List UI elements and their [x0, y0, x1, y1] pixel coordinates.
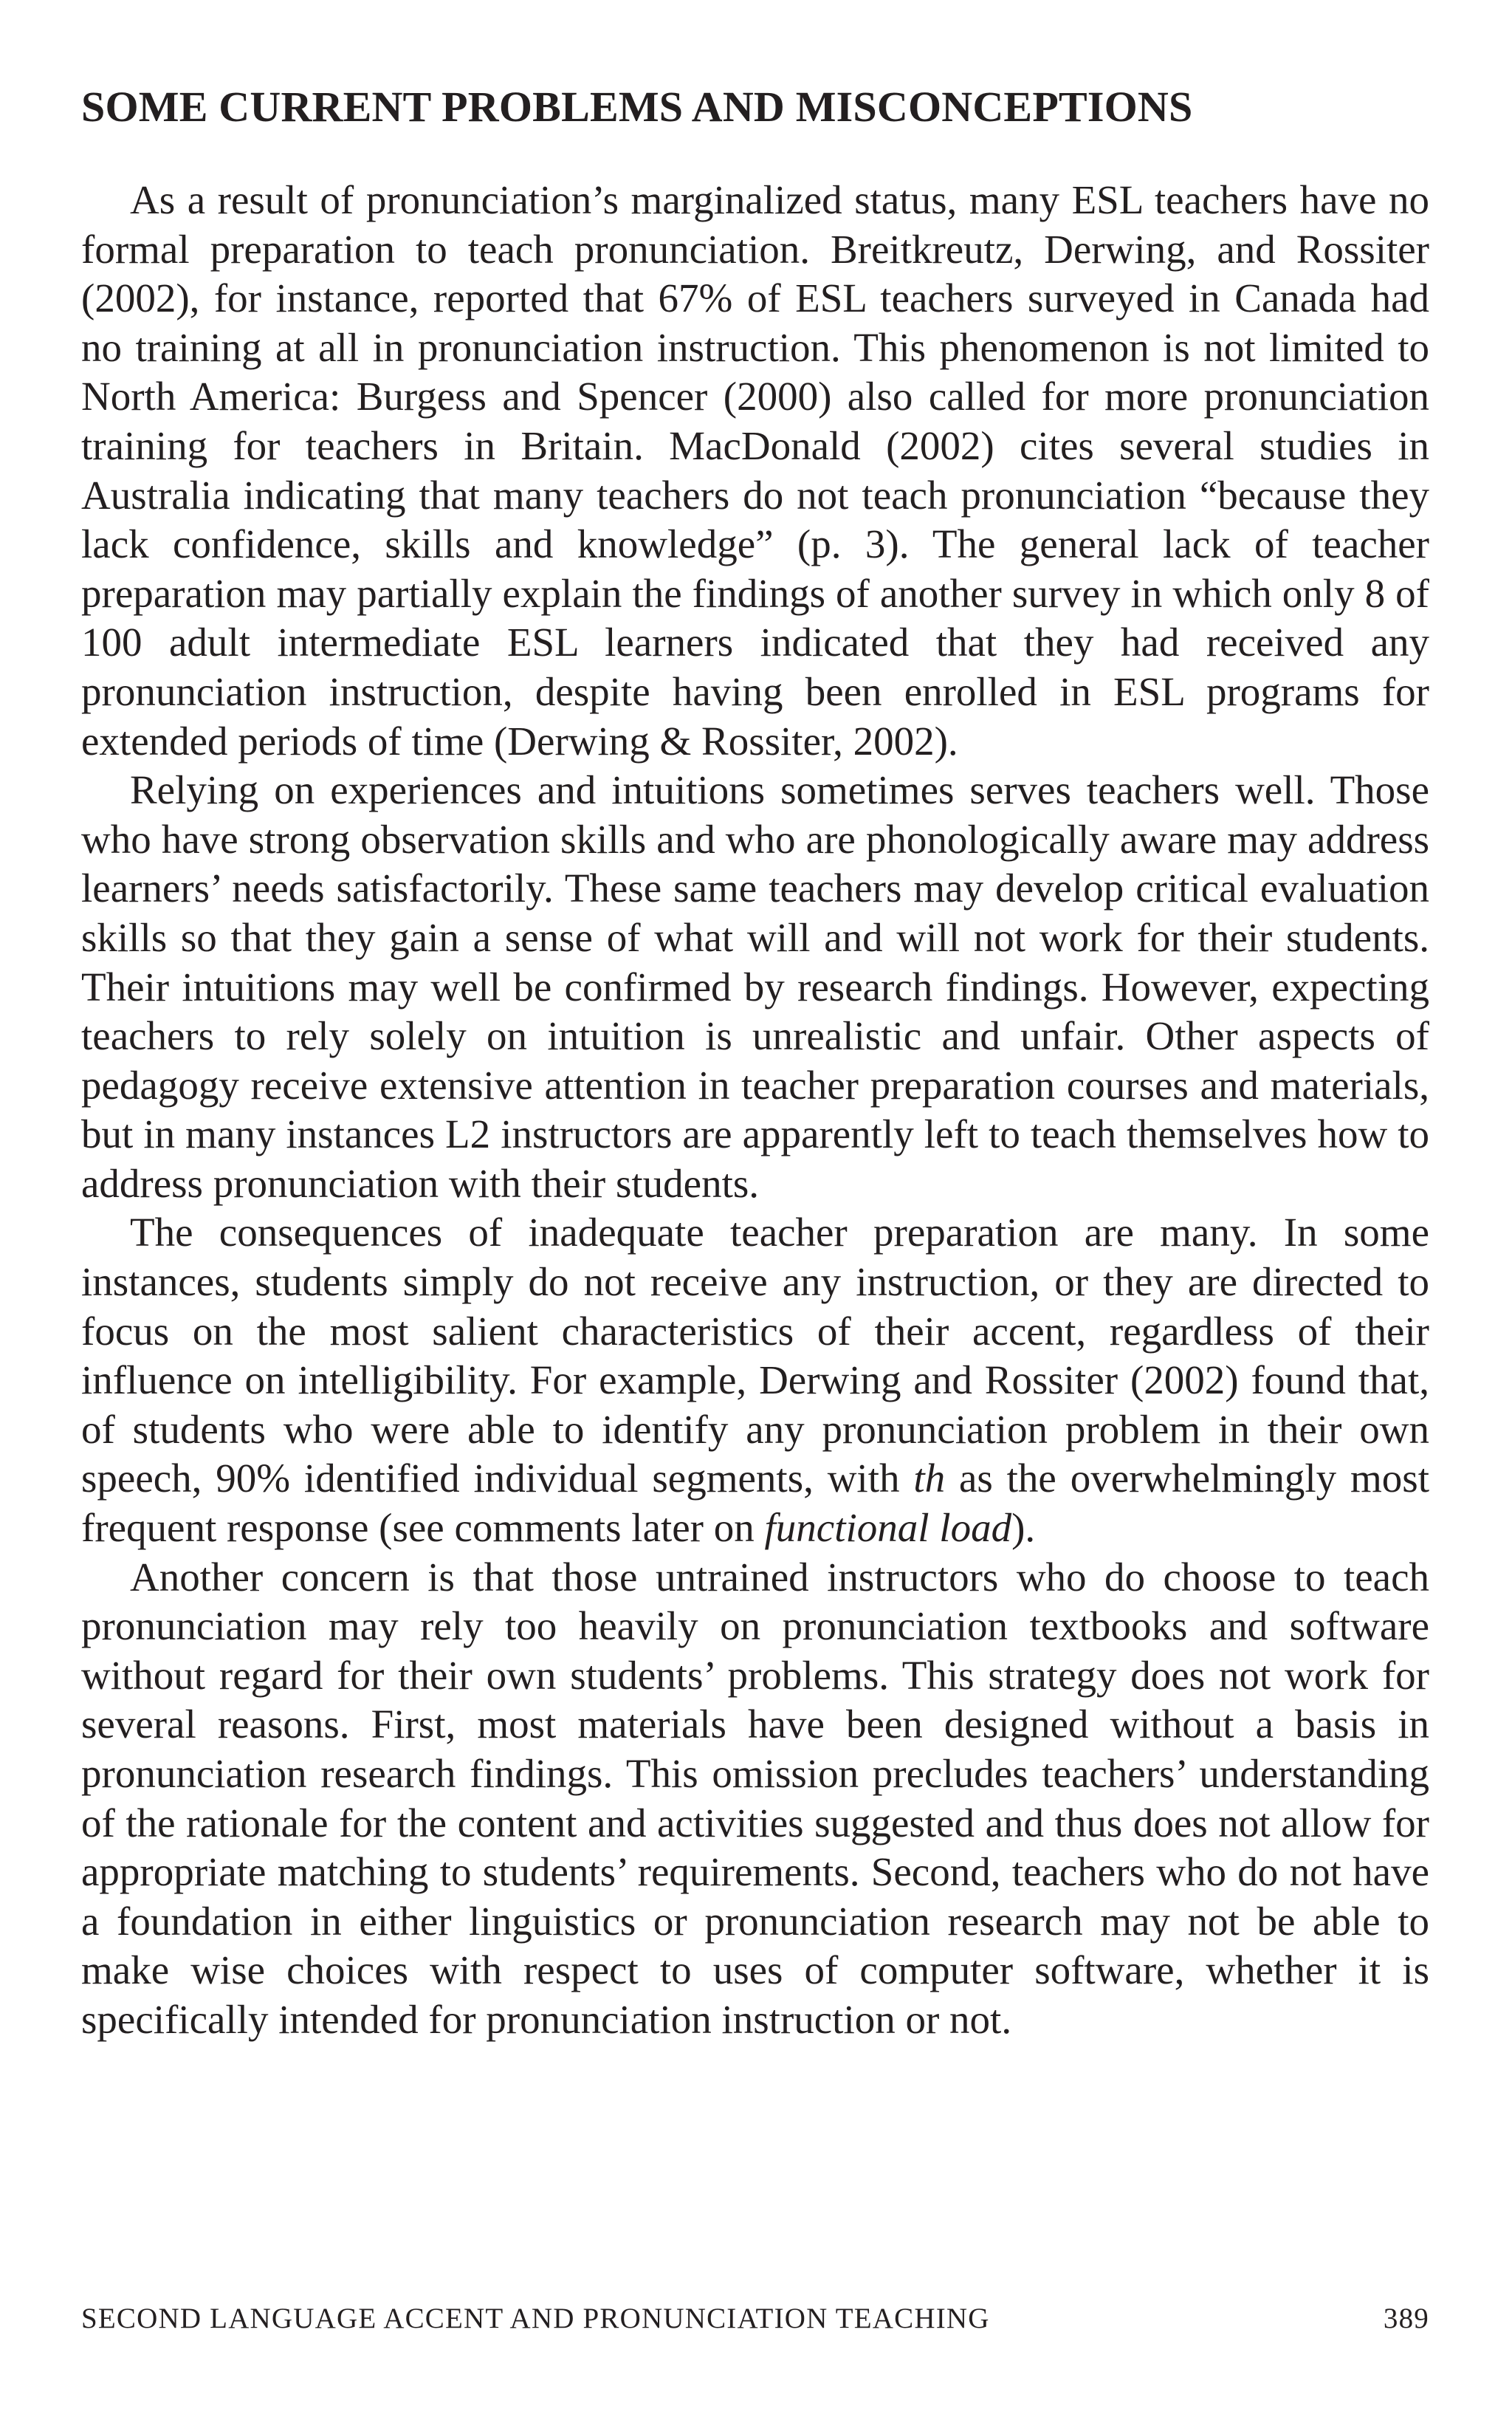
paragraph-4	[81, 1553, 1429, 2045]
paragraph-1	[81, 176, 1429, 766]
paragraph-1-text: As a result of pronunciation’s marginalized status, many ESL teachers have no formal preparation to teach pronunciation. Breitkreutz, Derwing, and Rossiter (2002), for instance, reported that 67% of ESL teachers surveyed in Canada had no training at all in pronunciation instruction. This phenomenon is not limited to North America: Burgess and Spencer (2000) also called for more pronunciation training for teachers in Britain. MacDonald (2002) cites several studies in Australia indicating that many teachers do not teach pronunciation “because they lack confidence, skills and knowledge” (p. 3). The general lack of teacher preparation may partially explain the findings of another survey in which only 8 of 100 adult intermediate ESL learners indicated that they had received any pronunciation instruction, despite having been enrolled in ESL programs for extended periods of time (Derwing & Rossiter, 2002).	[81, 177, 1429, 764]
document-page	[81, 0, 1429, 2420]
paragraph-3-text-a: The consequences of inadequate teacher preparation are many. In some instances, students simply do not receive any instruction, or they are directed to focus on the most salient characteristics of their accent, regardless of their influence on intelligibility. For example, Derwing and Rossiter (2002) found that, of students who were able to identify any pronunciation problem in their own speech, 90% identified individual segments, with	[81, 1210, 1429, 1501]
paragraph-3	[81, 1208, 1429, 1552]
paragraph-2-text: Relying on experiences and intuitions sometimes serves teachers well. Those who have strong observation skills and who are phonologically aware may address learners’ needs satisfactorily. These same teachers may develop critical evaluation skills so that they gain a sense of what will and will not work for their students. Their intuitions may well be confirmed by research findings. However, expecting teachers to rely solely on intuition is unrealistic and unfair. Other aspects of pedagogy receive extensive attention in teacher preparation courses and materials, but in many instances L2 instructors are apparently left to teach themselves how to address pronunciation with their students.	[81, 767, 1429, 1206]
paragraph-3-italic-th: th	[913, 1456, 946, 1501]
paragraph-2	[81, 766, 1429, 1208]
section-heading: SOME CURRENT PROBLEMS AND MISCONCEPTIONS	[81, 83, 1193, 131]
paragraph-4-text: Another concern is that those untrained instructors who do choose to teach pronunciation may rely too heavily on pronunciation textbooks and software without regard for their own students’ problems. This strategy does not work for several reasons. First, most materials have been designed without a basis in pronunciation research findings. This omission precludes teachers’ understanding of the rationale for the content and activities suggested and thus does not allow for appropriate matching to students’ requirements. Second, teachers who do not have a foundation in either linguistics or pronunciation research may not be able to make wise choices with respect to uses of computer software, whether it is specifically intended for pronunciation instruction or not.	[81, 1554, 1429, 2042]
body-text	[81, 176, 1429, 2045]
page-number: 389	[1383, 2303, 1429, 2334]
paragraph-3-text-b: as the overwhelmingly most frequent response (see comments later on	[81, 1456, 1429, 1551]
paragraph-3-text-c: ).	[1011, 1505, 1036, 1551]
paragraph-3-italic-functional-load: functional load	[764, 1505, 1012, 1551]
running-title: SECOND LANGUAGE ACCENT AND PRONUNCIATION TEACHING	[81, 2303, 990, 2334]
